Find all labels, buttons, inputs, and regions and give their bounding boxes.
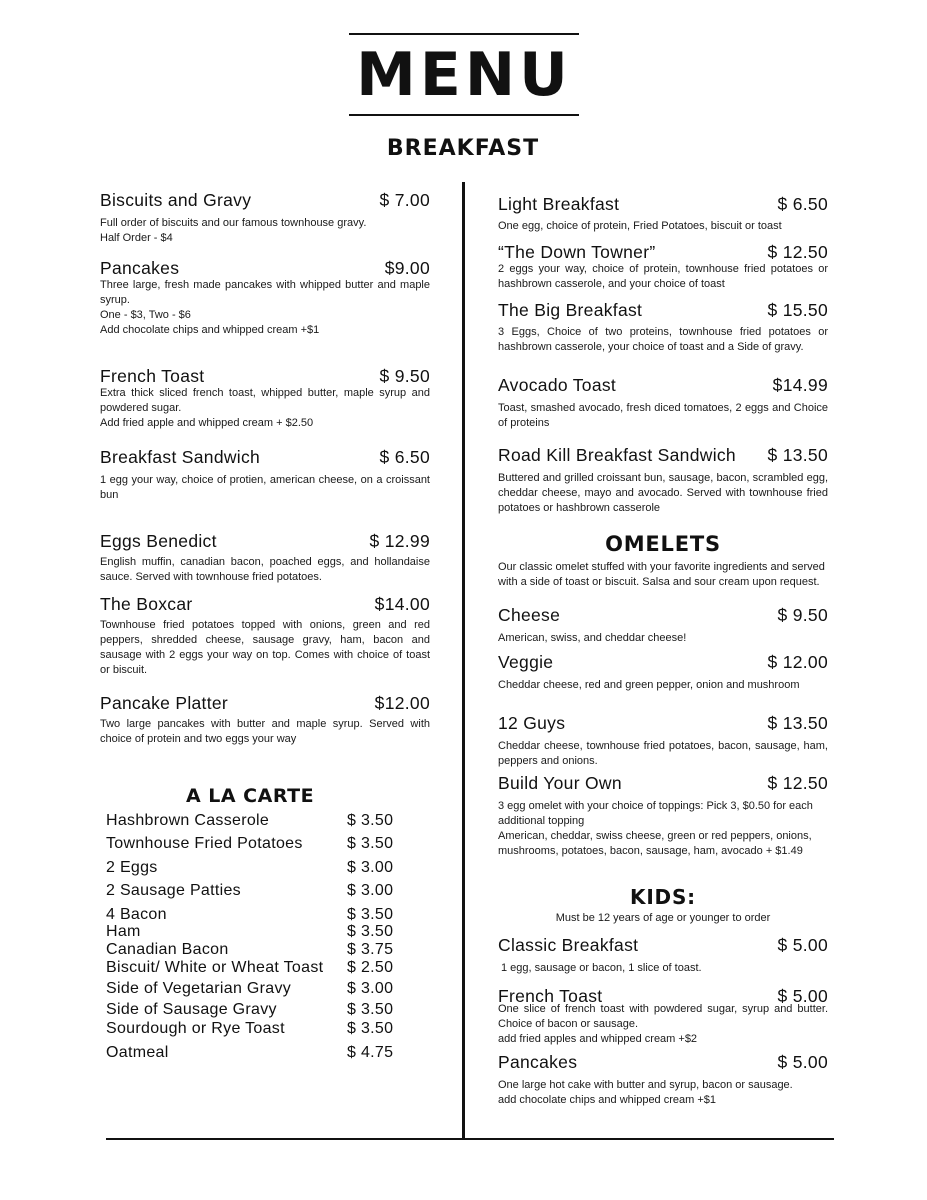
menu-item-pancake-platter [100, 693, 430, 747]
item-name: Road Kill Breakfast Sandwich [498, 445, 736, 465]
a-la-carte-row [106, 923, 396, 943]
item-description: Three large, fresh made pancakes with whipped butter and maple syrup. One - $3, Two - $6 Add chocolate chips and whipped cream +$1 [100, 279, 430, 336]
a-la-carte-name: Side of Sausage Gravy [106, 1001, 277, 1018]
kids-item-classic-breakfast [498, 935, 828, 976]
item-description: 2 eggs your way, choice of protein, townhouse fried potatoes or hashbrown casserole, and your choice of toast [498, 263, 828, 290]
item-description: American, swiss, and cheddar cheese! [498, 632, 687, 644]
item-name: Biscuits and Gravy [100, 190, 252, 210]
a-la-carte-row [106, 959, 396, 979]
omelet-item-veggie [498, 652, 828, 693]
item-name: Pancake Platter [100, 693, 229, 713]
a-la-carte-name: Ham [106, 923, 141, 940]
menu-item-pancakes [100, 258, 430, 338]
a-la-carte-name: Biscuit/ White or Wheat Toast [106, 959, 324, 976]
a-la-carte-row [106, 1020, 396, 1040]
item-price: $ 15.50 [767, 300, 828, 320]
item-price: $ 9.50 [777, 605, 828, 625]
item-name: Avocado Toast [498, 375, 617, 395]
item-price: $ 13.50 [767, 445, 828, 465]
a-la-carte-name: Canadian Bacon [106, 941, 229, 958]
item-price: $ 12.99 [369, 531, 430, 551]
item-description: One large hot cake with butter and syrup, bacon or sausage. add chocolate chips and whipped cream +$1 [498, 1079, 793, 1106]
item-price: $9.00 [384, 258, 430, 278]
item-description: Townhouse fried potatoes topped with onions, green and red peppers, shredded cheese, sausage gravy, ham, bacon and sausage with 2 eggs your way on top. Comes with choice of toast or biscuit. [100, 619, 430, 676]
item-description: Full order of biscuits and our famous townhouse gravy. Half Order - $4 [100, 217, 367, 244]
item-name: Eggs Benedict [100, 531, 217, 551]
item-price: $ 12.50 [767, 242, 828, 262]
item-description: Toast, smashed avocado, fresh diced tomatoes, 2 eggs and Choice of proteins [498, 402, 828, 429]
menu-item-the-down-towner [498, 242, 828, 292]
breakfast-heading: BREAKFAST [386, 136, 540, 161]
item-description: Buttered and grilled croissant bun, sausage, bacon, scrambled egg, cheddar cheese, mayo and avocado. Served with townhouse fried potatoes or hashbrown casserole [498, 472, 828, 514]
item-price: $ 5.00 [777, 935, 828, 955]
item-description: 3 egg omelet with your choice of toppings: Pick 3, $0.50 for each additional topping American, cheddar, swiss cheese, green or red peppers, onions, mushrooms, potatoes, bacon, sausage, ham, avocado + $1.49 [498, 800, 813, 857]
menu-item-the-boxcar [100, 594, 430, 678]
item-price: $ 13.50 [767, 713, 828, 733]
a-la-carte-price: $ 3.00 [347, 882, 394, 899]
item-name: The Boxcar [100, 594, 193, 614]
omelets-intro: Our classic omelet stuffed with your favorite ingredients and served with a side of toast or biscuit. Salsa and sour cream upon request. [498, 561, 825, 588]
a-la-carte-name: Hashbrown Casserole [106, 812, 270, 829]
item-name: Classic Breakfast [498, 935, 639, 955]
item-description: 1 egg, sausage or bacon, 1 slice of toast. [501, 962, 702, 974]
a-la-carte-price: $ 4.75 [347, 1044, 394, 1061]
a-la-carte-name: Sourdough or Rye Toast [106, 1020, 285, 1037]
item-name: The Big Breakfast [498, 300, 643, 320]
omelet-item-build-your-own [498, 773, 828, 859]
item-name: Build Your Own [498, 773, 622, 793]
a-la-carte-price: $ 3.75 [347, 941, 394, 958]
a-la-carte-price: $ 3.50 [347, 1020, 394, 1037]
item-price: $ 12.00 [767, 652, 828, 672]
menu-item-biscuits-and-gravy [100, 190, 430, 246]
item-description: One slice of french toast with powdered sugar, syrup and butter. Choice of bacon or sausage. add fried apples and whipped cream +$2 [498, 1003, 828, 1045]
item-name: Pancakes [498, 1052, 578, 1072]
kids-note: Must be 12 years of age or younger to order [555, 912, 771, 924]
menu-item-road-kill-breakfast-sandwich [498, 445, 828, 516]
a-la-carte-row [106, 835, 396, 855]
menu-item-breakfast-sandwich [100, 447, 430, 503]
kids-item-pancakes [498, 1052, 828, 1108]
item-name: Veggie [498, 652, 554, 672]
a-la-carte-row [106, 812, 396, 832]
menu-item-light-breakfast [498, 194, 828, 234]
a-la-carte-price: $ 2.50 [347, 959, 394, 976]
item-price: $ 5.00 [777, 986, 828, 1006]
a-la-carte-row [106, 1001, 396, 1021]
item-description: One egg, choice of protein, Fried Potatoes, biscuit or toast [498, 220, 782, 232]
item-price: $ 5.00 [777, 1052, 828, 1072]
item-name: “The Down Towner” [498, 242, 656, 262]
title-bottom-rule [349, 114, 579, 116]
item-price: $ 6.50 [379, 447, 430, 467]
a-la-carte-name: 2 Sausage Patties [106, 882, 241, 899]
item-name: French Toast [100, 366, 205, 386]
a-la-carte-name: Side of Vegetarian Gravy [106, 980, 292, 997]
omelets-heading: OMELETS [605, 532, 721, 556]
a-la-carte-name: 4 Bacon [106, 906, 167, 923]
a-la-carte-heading: A LA CARTE [185, 785, 315, 807]
item-name: Breakfast Sandwich [100, 447, 261, 467]
item-description: Two large pancakes with butter and maple syrup. Served with choice of protein and two eggs your way [100, 718, 430, 745]
item-description: Extra thick sliced french toast, whipped butter, maple syrup and powdered sugar. Add fried apple and whipped cream + $2.50 [100, 387, 430, 429]
a-la-carte-row [106, 1044, 396, 1064]
item-price: $ 7.00 [379, 190, 430, 210]
omelet-item-cheese [498, 605, 828, 646]
a-la-carte-name: 2 Eggs [106, 859, 158, 876]
title-top-rule [349, 33, 579, 35]
item-price: $ 9.50 [379, 366, 430, 386]
a-la-carte-price: $ 3.00 [347, 980, 394, 997]
item-description: English muffin, canadian bacon, poached eggs, and hollandaise sauce. Served with townhouse fried potatoes. [100, 556, 430, 583]
a-la-carte-price: $ 3.50 [347, 1001, 394, 1018]
item-name: Pancakes [100, 258, 180, 278]
column-divider [462, 182, 465, 1140]
item-name: French Toast [498, 986, 603, 1006]
kids-item-french-toast [498, 986, 828, 1047]
item-price: $ 12.50 [767, 773, 828, 793]
page-title: MENU [356, 40, 572, 110]
menu-item-french-toast [100, 366, 430, 431]
omelet-item-12-guys [498, 713, 828, 769]
a-la-carte-price: $ 3.50 [347, 906, 394, 923]
a-la-carte-price: $ 3.50 [347, 923, 394, 940]
item-price: $14.99 [772, 375, 828, 395]
a-la-carte-row [106, 980, 396, 1000]
menu-item-avocado-toast [498, 375, 828, 431]
item-price: $ 6.50 [777, 194, 828, 214]
item-description: 1 egg your way, choice of protien, american cheese, on a croissant bun [100, 474, 430, 501]
a-la-carte-name: Townhouse Fried Potatoes [106, 835, 303, 852]
item-name: 12 Guys [498, 713, 566, 733]
a-la-carte-row [106, 941, 396, 961]
a-la-carte-price: $ 3.00 [347, 859, 394, 876]
item-description: Cheddar cheese, red and green pepper, onion and mushroom [498, 679, 800, 691]
a-la-carte-price: $ 3.50 [347, 812, 394, 829]
kids-heading: KIDS: [630, 885, 696, 909]
a-la-carte-row [106, 882, 396, 902]
a-la-carte-row [106, 859, 396, 879]
item-name: Light Breakfast [498, 194, 620, 214]
item-price: $12.00 [374, 693, 430, 713]
menu-item-eggs-benedict [100, 531, 430, 585]
item-description: Cheddar cheese, townhouse fried potatoes, bacon, sausage, ham, peppers and onions. [498, 740, 828, 767]
a-la-carte-price: $ 3.50 [347, 835, 394, 852]
menu-item-the-big-breakfast [498, 300, 828, 355]
a-la-carte-name: Oatmeal [106, 1044, 169, 1061]
item-description: 3 Eggs, Choice of two proteins, townhouse fried potatoes or hashbrown casserole, your choice of toast and a Side of gravy. [498, 326, 828, 353]
bottom-rule [106, 1138, 834, 1140]
item-price: $14.00 [374, 594, 430, 614]
item-name: Cheese [498, 605, 561, 625]
